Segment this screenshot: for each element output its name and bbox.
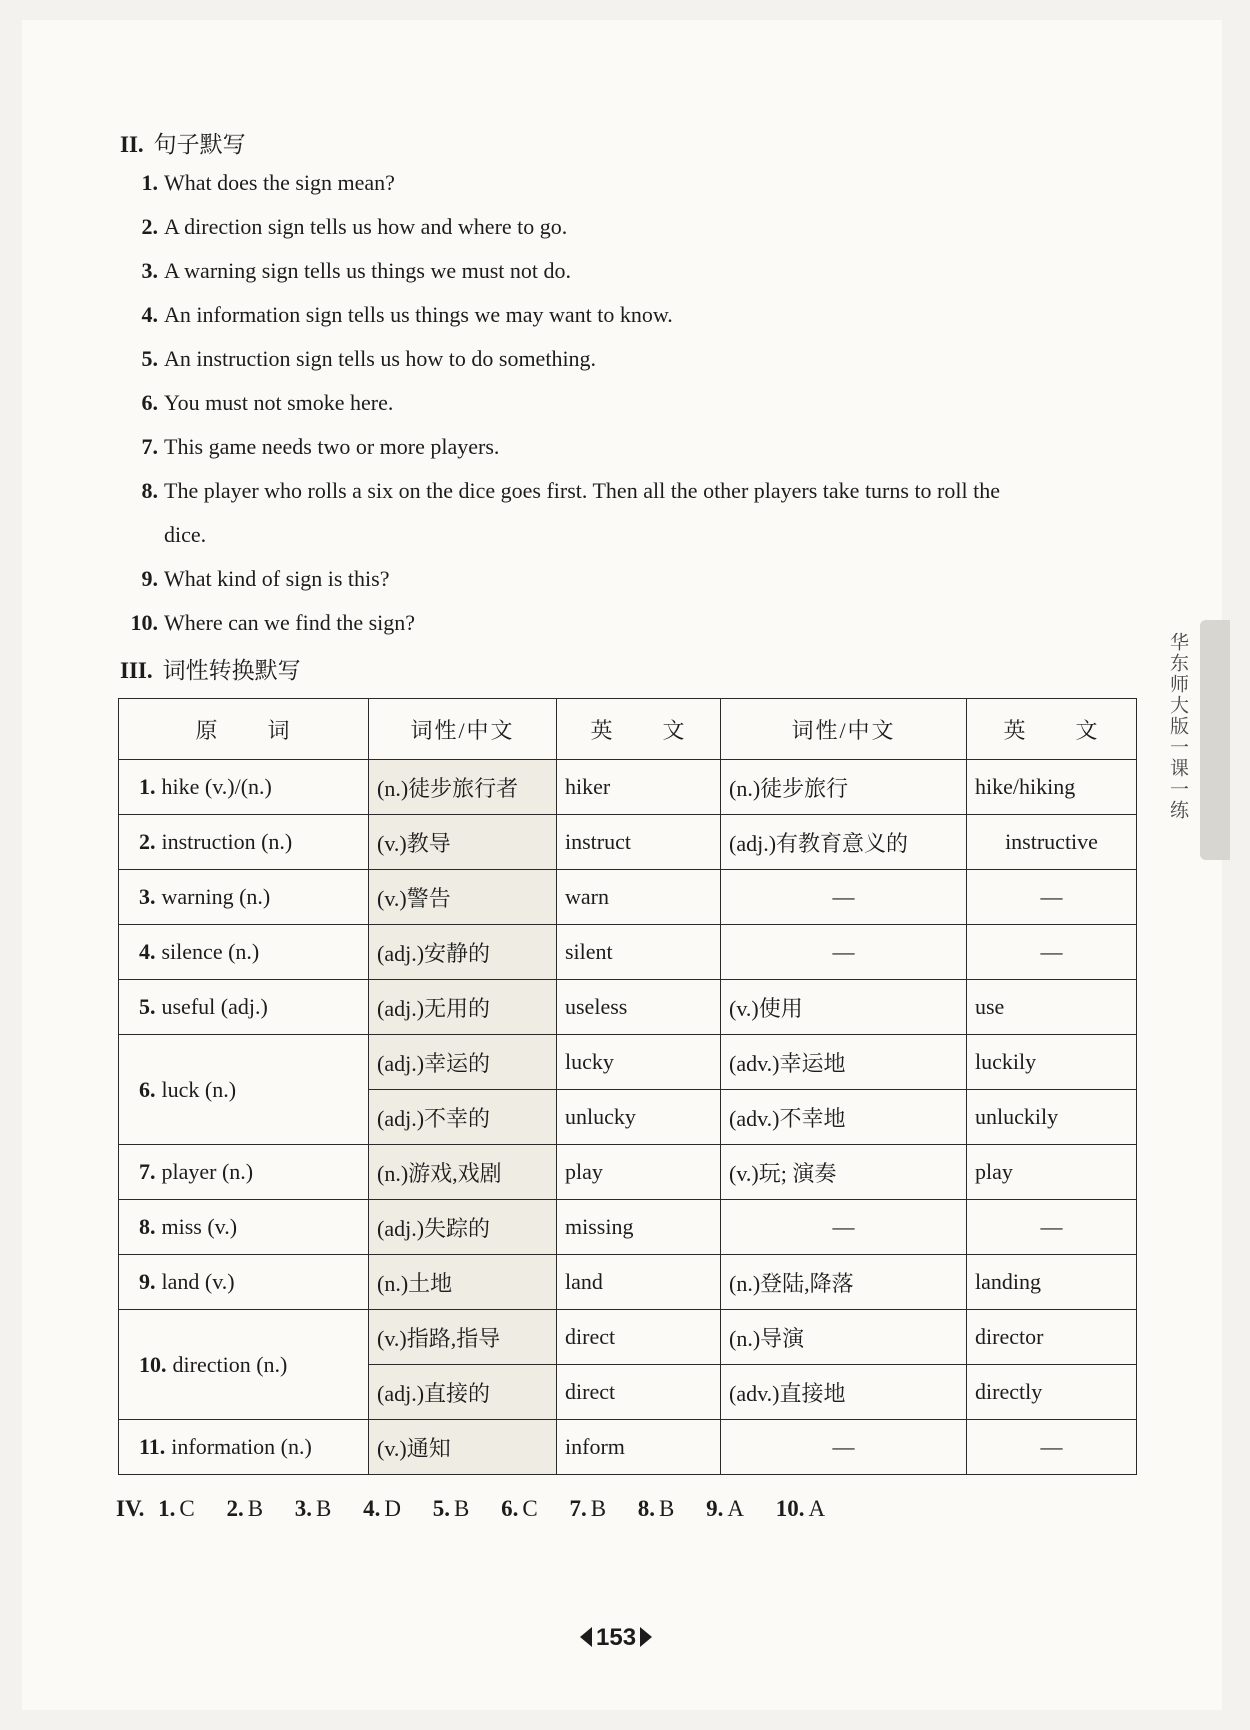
table-row: 3. warning (n.) (v.)警告 warn — — xyxy=(119,870,1137,925)
table-row: (adj.)不幸的 unlucky (adv.)不幸地 unluckily xyxy=(119,1090,1137,1145)
table-header-row xyxy=(119,699,1137,760)
section-2-heading: 句子默写 xyxy=(153,132,246,157)
table-row: 9. land (v.) (n.)土地 land (n.)登陆,降落 landing xyxy=(119,1255,1137,1310)
answer-item: 3. B xyxy=(294,1496,332,1521)
table-row: 11. information (n.) (v.)通知 inform — — xyxy=(119,1420,1137,1475)
table-row: 2. instruction (n.) (v.)教导 instruct (adj.)有教育意义的 instructive xyxy=(119,815,1137,870)
table-row: (adj.)直接的 direct (adv.)直接地 directly xyxy=(119,1365,1137,1420)
header-pos-chinese: 词性/中文 xyxy=(369,699,557,760)
answer-item: 1. C xyxy=(158,1496,195,1521)
sentence: 9. What kind of sign is this? xyxy=(141,566,390,591)
section-2-title xyxy=(120,126,246,159)
table-row: 8. miss (v.) (adj.)失踪的 missing — — xyxy=(119,1200,1137,1255)
sentence: 2. A direction sign tells us how and where to go. xyxy=(141,214,568,239)
answer-item: 8. B xyxy=(637,1496,675,1521)
section-3-label: III. xyxy=(120,658,153,683)
left-arrow-icon xyxy=(580,1627,592,1647)
table-row: 10. direction (n.) (v.)指路,指导 direct (n.)导演 director xyxy=(119,1310,1137,1365)
sentence: 10. Where can we find the sign? xyxy=(130,610,416,635)
section-3-heading: 词性转换默写 xyxy=(162,658,301,683)
sentence: 6. You must not smoke here. xyxy=(141,390,394,415)
answer-item: 4. D xyxy=(363,1496,402,1521)
header-english: 英 文 xyxy=(557,699,721,760)
sentence: 5. An instruction sign tells us how to do something. xyxy=(141,346,597,371)
answer-item: 6. C xyxy=(501,1496,538,1521)
table-row: 7. player (n.) (n.)游戏,戏剧 play (v.)玩; 演奏 play xyxy=(119,1145,1137,1200)
answer-item: 2. B xyxy=(226,1496,264,1521)
table-row: 4. silence (n.) (adj.)安静的 silent — — xyxy=(119,925,1137,980)
section-4-label: IV. xyxy=(116,1496,145,1521)
answer-item: 10. A xyxy=(775,1496,826,1521)
sentence: 8. The player who rolls a six on the dice goes first. Then all the other players take turns to roll the xyxy=(141,478,1000,503)
side-tab-label: 华东师大版一课一练 xyxy=(1167,632,1189,821)
page-number: 153 xyxy=(580,1624,652,1652)
sentence: 3. A warning sign tells us things we must not do. xyxy=(141,258,571,283)
table-row: 6. luck (n.) (adj.)幸运的 lucky (adv.)幸运地 luckily xyxy=(119,1035,1137,1090)
table-row: 5. useful (adj.) (adj.)无用的 useless (v.)使用 use xyxy=(119,980,1137,1035)
table-row: 1. hike (v.)/(n.) (n.)徒步旅行者 hiker (n.)徒步旅行 hike/hiking xyxy=(119,760,1137,815)
sentence: 4. An information sign tells us things we may want to know. xyxy=(141,302,673,327)
section-2-label: II. xyxy=(120,132,144,157)
side-tab xyxy=(1200,620,1230,860)
header-pos-chinese-2: 词性/中文 xyxy=(721,699,967,760)
header-english-2: 英 文 xyxy=(967,699,1137,760)
word-form-table xyxy=(118,698,1137,1475)
header-original: 原 词 xyxy=(119,699,369,760)
sentence: 1. What does the sign mean? xyxy=(141,170,395,195)
multiple-choice-answers xyxy=(116,1496,851,1522)
answer-item: 9. A xyxy=(706,1496,745,1521)
right-arrow-icon xyxy=(640,1627,652,1647)
sentence-continuation: dice. xyxy=(164,522,207,547)
answer-item: 5. B xyxy=(432,1496,470,1521)
answer-item: 7. B xyxy=(569,1496,607,1521)
sentence: 7. This game needs two or more players. xyxy=(141,434,500,459)
section-3-title xyxy=(120,652,301,685)
